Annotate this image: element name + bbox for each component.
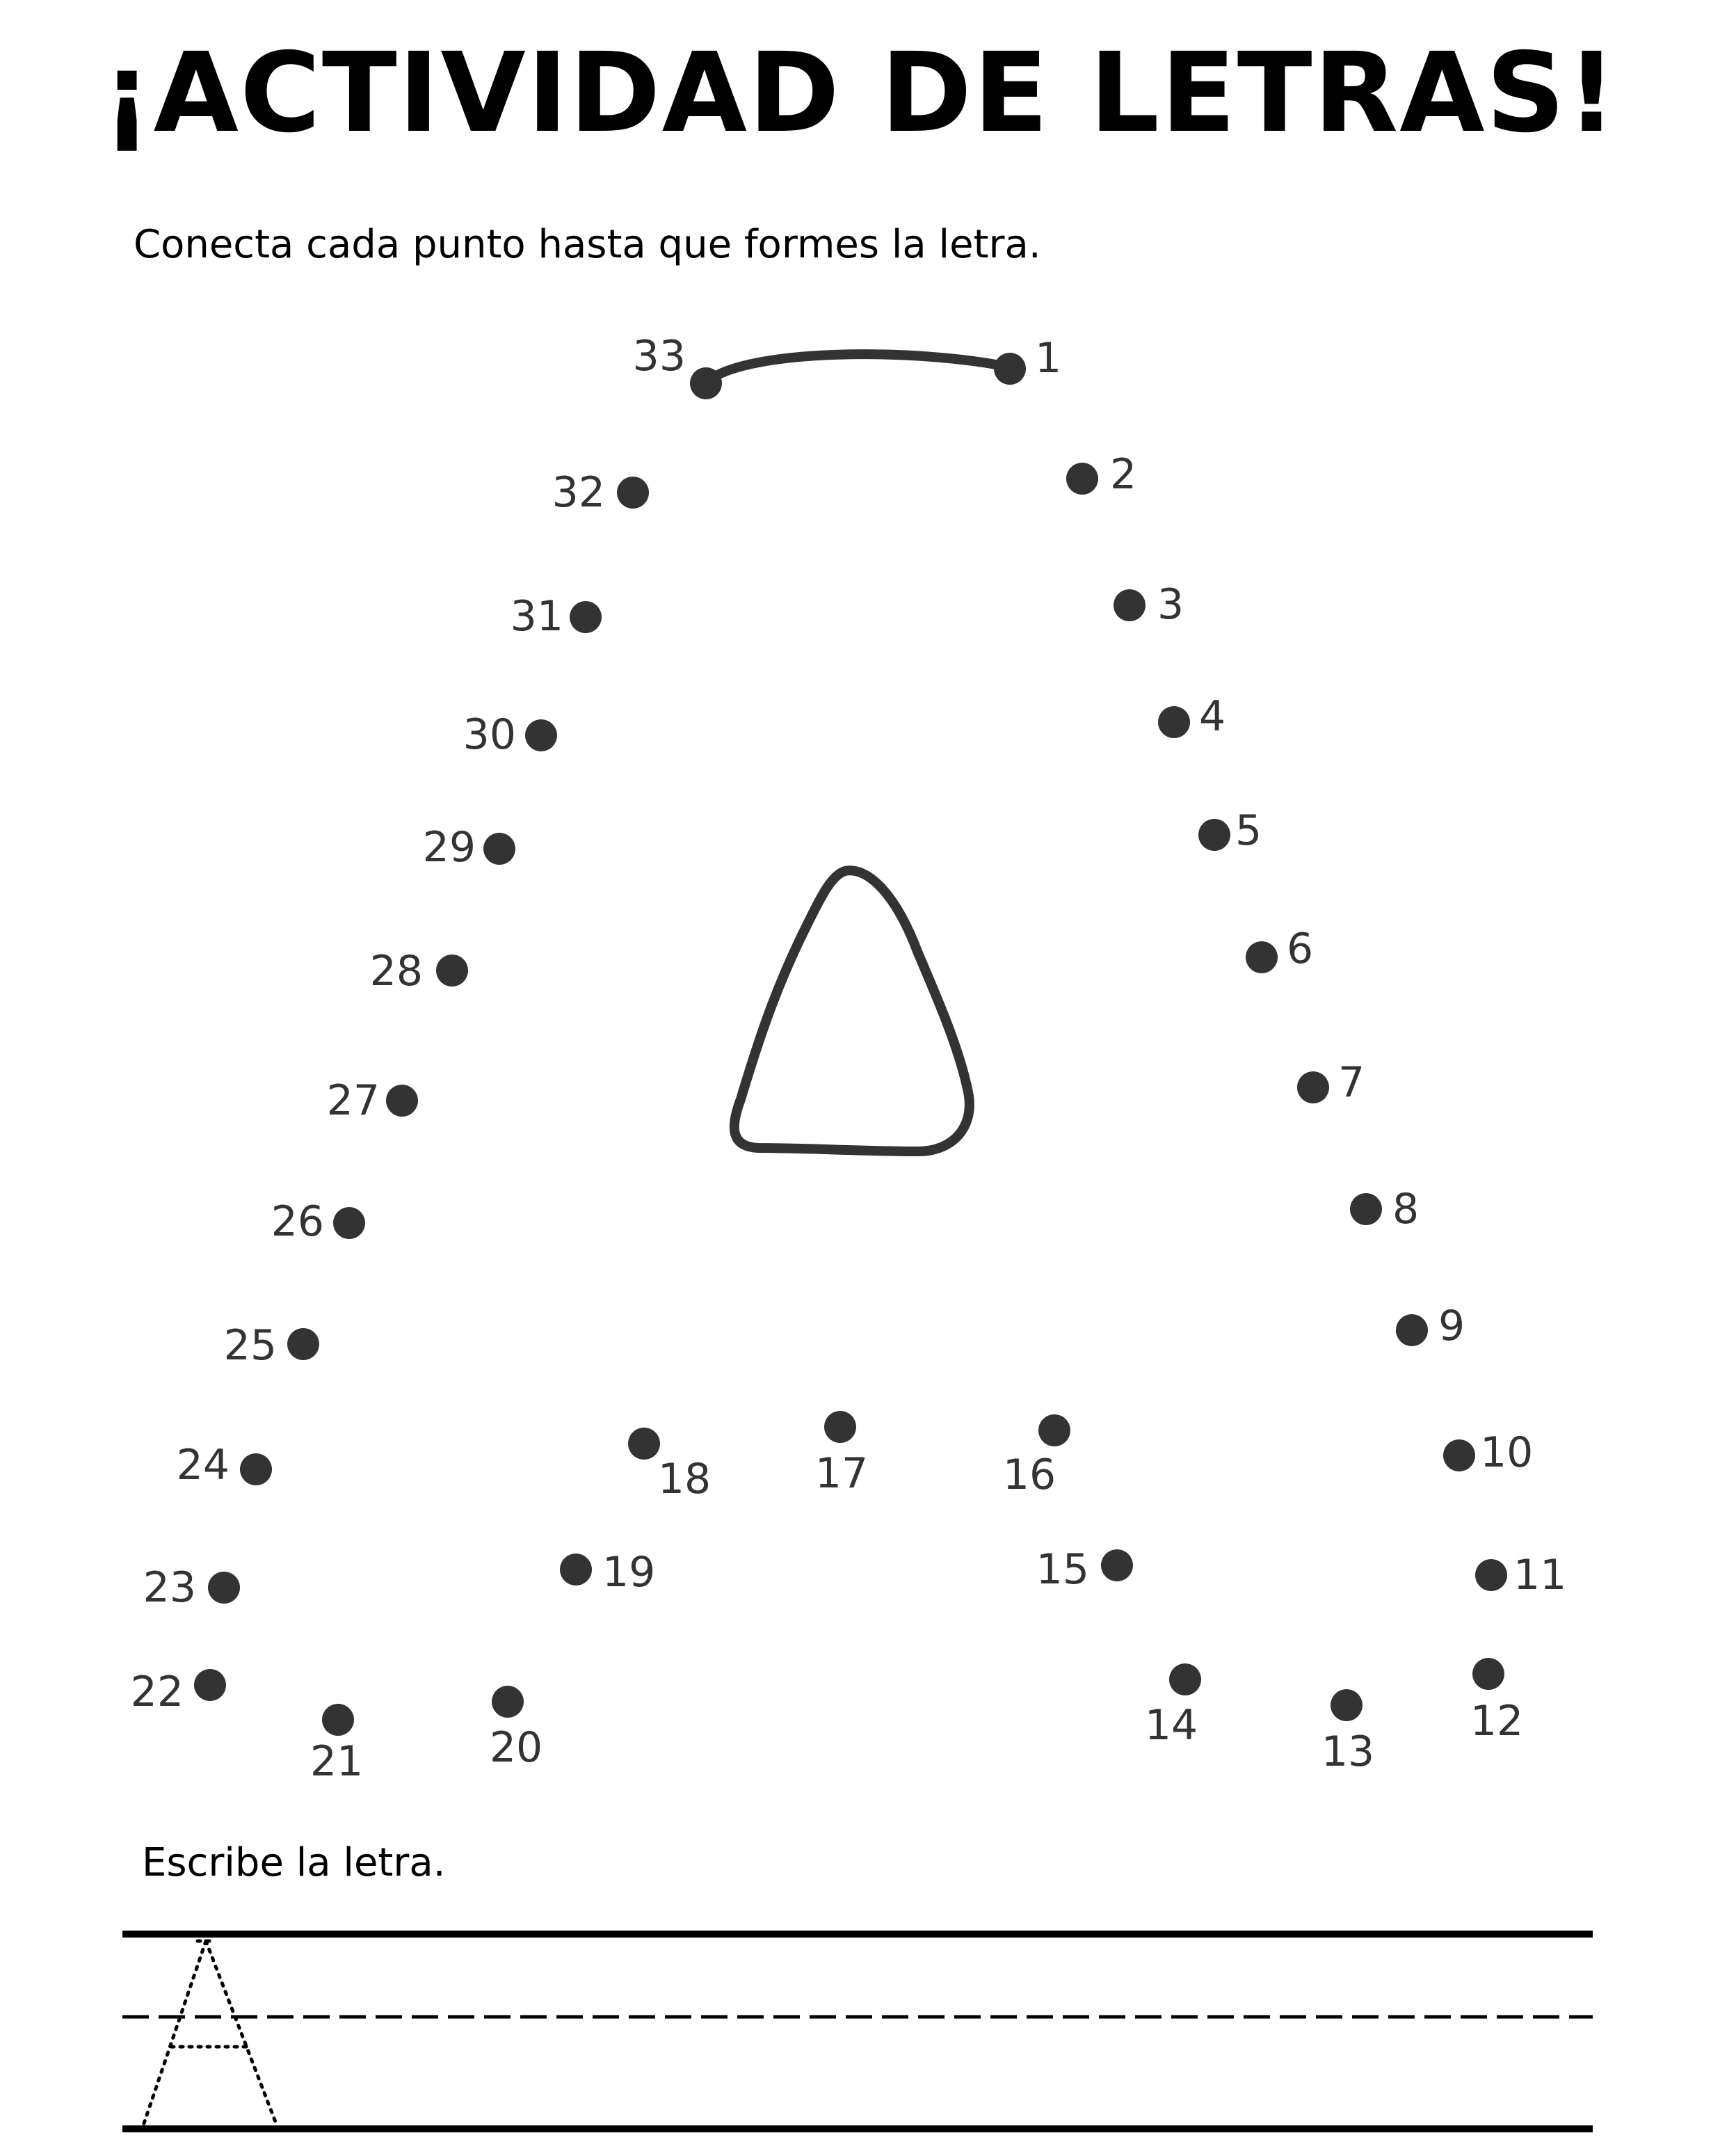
dot-4 (1158, 706, 1190, 738)
dot-label-17: 17 (814, 1449, 869, 1498)
dot-label-33: 33 (632, 332, 686, 381)
dot-17 (824, 1411, 856, 1443)
dot-label-14: 14 (1144, 1701, 1198, 1750)
dot-19 (560, 1554, 592, 1586)
dot-label-18: 18 (657, 1455, 712, 1503)
dot-label-5: 5 (1235, 806, 1262, 855)
connector-arc (706, 354, 1010, 383)
dot-label-19: 19 (602, 1548, 656, 1597)
dot-29 (483, 833, 515, 865)
dot-label-2: 2 (1110, 450, 1137, 499)
dot-12 (1472, 1658, 1504, 1690)
dot-16 (1038, 1414, 1070, 1446)
dot-18 (628, 1428, 660, 1460)
dot-label-9: 9 (1438, 1302, 1465, 1350)
dot-layer (131, 332, 1567, 1786)
dot-24 (240, 1453, 272, 1485)
dot-33 (690, 367, 722, 399)
dot-label-27: 27 (326, 1076, 380, 1125)
dot-label-1: 1 (1035, 334, 1062, 383)
dot-9 (1396, 1314, 1428, 1346)
dot-26 (333, 1207, 365, 1239)
dot-label-6: 6 (1287, 925, 1314, 973)
dot-30 (525, 719, 557, 751)
dot-5 (1198, 819, 1230, 851)
dot-2 (1066, 463, 1098, 495)
dot-6 (1246, 941, 1278, 973)
dot-label-11: 11 (1513, 1551, 1567, 1599)
dot-8 (1350, 1193, 1382, 1225)
dot-label-25: 25 (223, 1321, 277, 1370)
dot-label-13: 13 (1321, 1727, 1375, 1776)
connect-instruction: Conecta cada punto hasta que formes la letra. (134, 222, 1041, 267)
dot-21 (322, 1704, 354, 1736)
dot-label-3: 3 (1157, 580, 1184, 629)
dot-label-22: 22 (130, 1668, 184, 1716)
dot-25 (287, 1328, 319, 1360)
inner-triangle (734, 870, 970, 1151)
dot-label-32: 32 (552, 468, 605, 517)
dot-20 (492, 1686, 524, 1718)
dot-label-30: 30 (463, 710, 516, 759)
dot-label-7: 7 (1338, 1058, 1365, 1107)
dot-10 (1443, 1439, 1475, 1471)
dot-11 (1475, 1559, 1507, 1591)
dot-label-28: 28 (369, 947, 423, 996)
dot-label-24: 24 (176, 1441, 230, 1490)
dot-label-31: 31 (510, 592, 563, 641)
dot-label-23: 23 (143, 1563, 196, 1612)
dot-label-4: 4 (1199, 692, 1226, 741)
page-title: ¡ACTIVIDAD DE LETRAS! (102, 29, 1618, 157)
dot-label-15: 15 (1036, 1545, 1089, 1594)
dot-31 (570, 601, 602, 633)
dot-label-21: 21 (310, 1737, 364, 1786)
dot-15 (1101, 1549, 1133, 1581)
dot-label-8: 8 (1392, 1185, 1420, 1233)
dot-label-26: 26 (271, 1197, 324, 1246)
dot-22 (194, 1669, 226, 1701)
dot-3 (1114, 589, 1146, 621)
dot-32 (617, 477, 649, 509)
dot-label-12: 12 (1470, 1697, 1524, 1746)
dot-label-16: 16 (1002, 1451, 1056, 1499)
dot-label-29: 29 (422, 823, 476, 872)
dot-13 (1331, 1689, 1363, 1721)
dot-28 (436, 955, 468, 987)
dot-1 (994, 353, 1026, 385)
dot-label-20: 20 (489, 1723, 543, 1772)
dot-14 (1169, 1663, 1201, 1695)
dot-7 (1297, 1071, 1329, 1103)
write-instruction: Escribe la letra. (142, 1840, 446, 1885)
dot-27 (386, 1085, 418, 1117)
dot-23 (208, 1572, 240, 1604)
tracing-letter-icon (143, 1941, 277, 2125)
dot-label-10: 10 (1480, 1428, 1534, 1477)
